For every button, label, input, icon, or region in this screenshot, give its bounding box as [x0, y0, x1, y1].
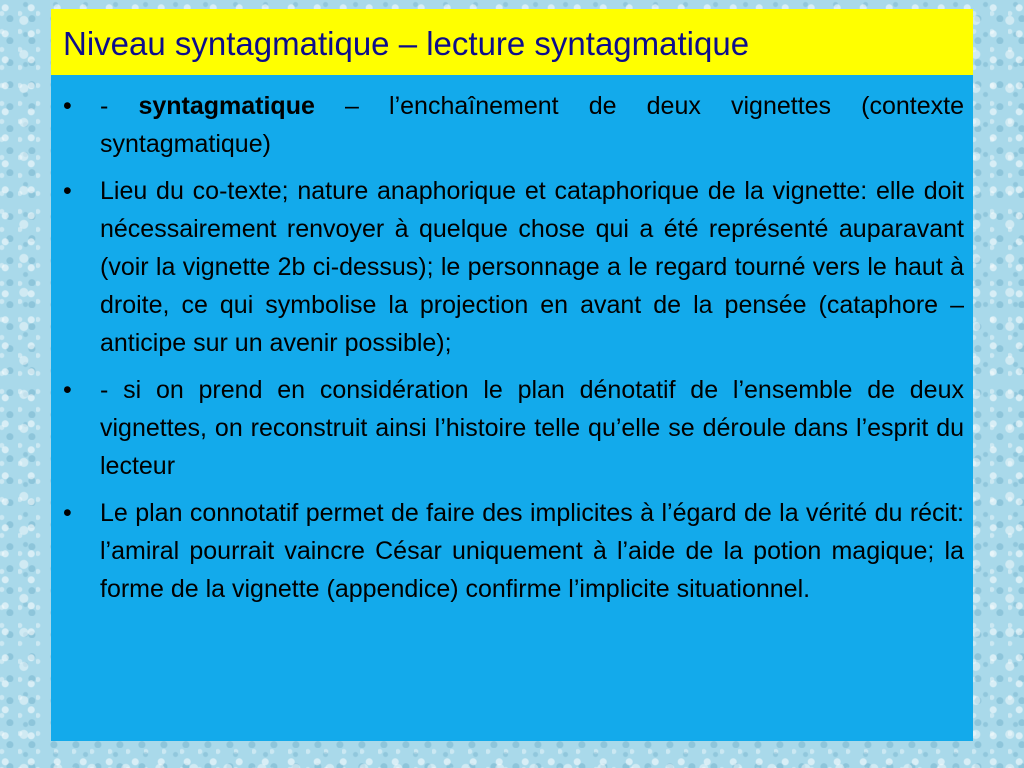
- bold-term: syntagmatique: [138, 92, 315, 120]
- bullet-prefix: -: [100, 92, 139, 120]
- bullet-text: – l’enchaînement de deux vignettes (contexte syntagmatique): [100, 92, 964, 158]
- slide-content-panel: [51, 9, 973, 741]
- bullet-item-4: [51, 494, 973, 608]
- bullet-list: [51, 87, 973, 617]
- bullet-icon: •: [63, 376, 72, 404]
- bullet-icon: •: [63, 177, 72, 205]
- bullet-text: Le plan connotatif permet de faire des implicites à l’égard de la vérité du récit: l’amiral pourrait vaincre César uniquement à l’aide de la potion magique; la forme de la vignette (appendice) confirme l’implicite situationnel.: [100, 499, 964, 603]
- title-bar: [51, 9, 973, 75]
- bullet-item-1: [51, 87, 973, 163]
- bullet-text: - si on prend en considération le plan dénotatif de l’ensemble de deux vignettes, on reconstruit ainsi l’histoire telle qu’elle se déroule dans l’esprit du lecteur: [100, 376, 964, 480]
- slide-title: Niveau syntagmatique – lecture syntagmatique: [63, 25, 750, 62]
- bullet-item-3: [51, 371, 973, 485]
- bullet-item-2: [51, 172, 973, 362]
- bullet-icon: •: [63, 92, 72, 120]
- bullet-icon: •: [63, 499, 72, 527]
- bullet-text: Lieu du co-texte; nature anaphorique et cataphorique de la vignette: elle doit nécessairement renvoyer à quelque chose qui a été représenté auparavant (voir la vignette 2b ci-dessus); le personnage a le regard tourné vers le haut à droite, ce qui symbolise la projection en avant de la pensée (cataphore – anticipe sur un avenir possible);: [100, 177, 964, 357]
